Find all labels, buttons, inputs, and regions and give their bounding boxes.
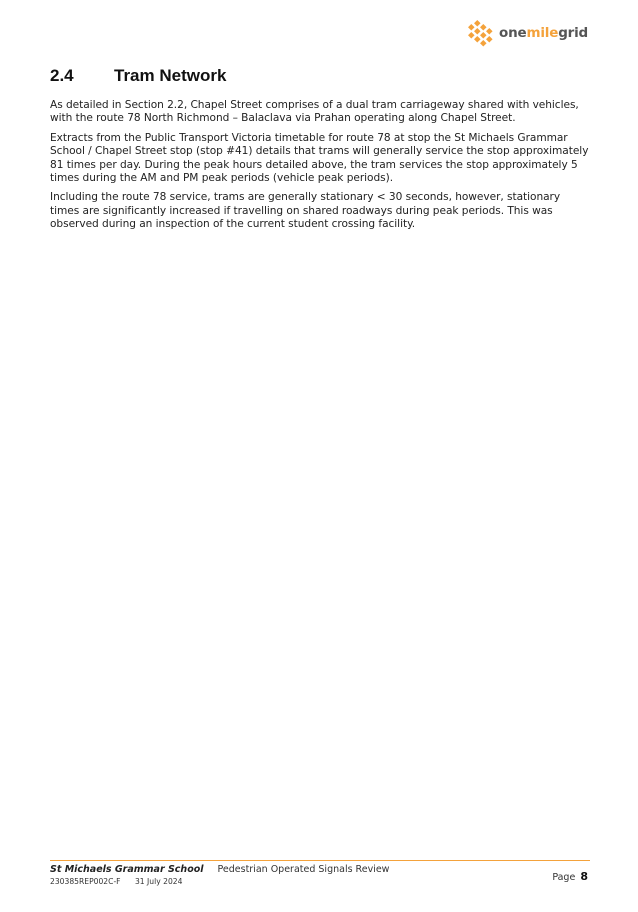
section-heading bbox=[50, 66, 226, 86]
logo-prefix: one bbox=[499, 25, 527, 41]
footer-client: St Michaels Grammar School bbox=[50, 864, 204, 875]
logo-suffix: grid bbox=[558, 25, 588, 41]
paragraph: Extracts from the Public Transport Victoria timetable for route 78 at stop the St Michaels Grammar School / Chapel Street stop (stop #41) details that trams will generally service the stop approximately 81 times per day. During the peak hours detailed above, the tram services the stop approximately 5 times during the AM and PM peak periods (vehicle peak periods). bbox=[50, 131, 589, 185]
page-number bbox=[552, 870, 588, 883]
paragraph: As detailed in Section 2.2, Chapel Street comprises of a dual tram carriageway shared with vehicles, with the route 78 North Richmond – Balaclava via Prahan operating along Chapel Street. bbox=[50, 99, 579, 125]
footer-reference: 230385REP002C-F bbox=[50, 877, 121, 886]
footer-info bbox=[50, 864, 389, 886]
logo-accent: mile bbox=[526, 25, 559, 41]
footer-document-title: Pedestrian Operated Signals Review bbox=[217, 864, 390, 875]
page-label: Page bbox=[552, 872, 576, 883]
onemilegrid-logo bbox=[466, 18, 588, 48]
section-title: Tram Network bbox=[114, 66, 227, 85]
logo-wordmark bbox=[499, 25, 588, 41]
footer-divider bbox=[50, 860, 590, 861]
footer-date: 31 July 2024 bbox=[134, 877, 183, 886]
section-body bbox=[50, 99, 590, 238]
grid-logo-icon bbox=[466, 18, 496, 48]
paragraph: Including the route 78 service, trams are generally stationary < 30 seconds, however, stationary times are significantly increased if travelling on shared roadways during peak periods. This was observed during an inspection of the current student crossing facility. bbox=[50, 191, 561, 231]
section-number: 2.4 bbox=[50, 66, 74, 85]
page-number-value: 8 bbox=[580, 870, 588, 883]
